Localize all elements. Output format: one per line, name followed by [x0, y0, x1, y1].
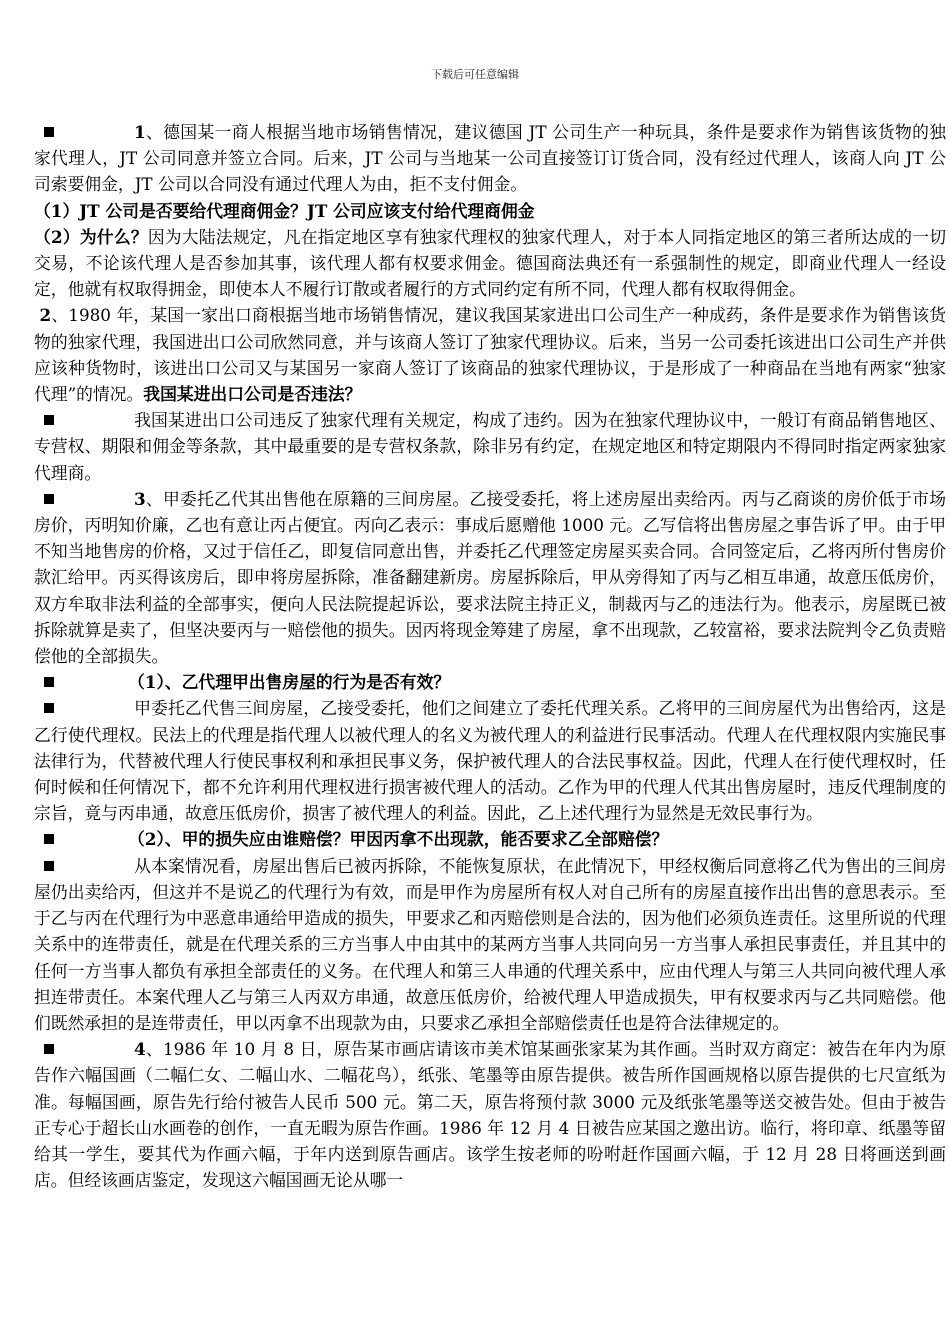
case-2-text: 、1980 年，某国一家出口商根据当地市场销售情况，建议我国某家进出口公司生产一种成药，条件是要求作为销售该货物的独家代理，我国进出口公司欣然同意，并与该商人签订了独家代理协议。后来，当另一公司委托该进出口公司生产并供应该种货物时，该进出口公司又与某国另一家商人签订了该商品的独家代理协议，于是形成了一种商品在当地有两家“独家代理”的情况。 [34, 305, 947, 405]
answer-2-text: 我国某进出口公司违反了独家代理有关规定，构成了违约。因为在独家代理协议中，一般订有商品销售地区、专营权、期限和佣金等条款，其中最重要的是专营权条款，除非另有约定，在规定地区和特定期限内不得同时指定两家独家代理商。 [34, 410, 946, 483]
page-header: 下载后可任意编辑 [431, 68, 519, 81]
case-number: 1 [134, 122, 146, 142]
bullet-icon [44, 677, 54, 687]
paragraph-case-1 [34, 119, 946, 198]
question-4 [34, 826, 946, 852]
question-3-text: （1）、乙代理甲出售房屋的行为是否有效？ [128, 672, 451, 693]
bullet-icon [44, 494, 54, 504]
bullet-icon [44, 415, 54, 425]
paragraph-case-2 [34, 302, 946, 407]
document-body [34, 119, 946, 1193]
bullet-icon [44, 127, 54, 137]
answer-1-text: 因为大陆法规定，凡在指定地区享有独家代理权的独家代理人，对于本人同指定地区的第三者所达成的一切交易，不论该代理人是否参加其事，该代理人都有权要求佣金。德国商法典还有一系强制性的规定，即商业代理人一经设定，他就有权取得拥金，即使本人不履行订散或者履行的方式同约定有所不同，代理人都有权取得佣金。 [34, 226, 946, 300]
bullet-icon [44, 1044, 54, 1054]
answer-3 [34, 695, 946, 826]
paragraph-case-3 [34, 486, 946, 669]
question-1: （1）JT 公司是否要给代理商佣金？JT 公司应该支付给代理商佣金 [34, 200, 535, 221]
bullet-icon [44, 703, 54, 713]
case-number: 3 [134, 488, 146, 509]
case-number: 4 [134, 1039, 146, 1060]
bullet-icon [44, 861, 54, 871]
question-2: （2）为什么？ [34, 226, 148, 247]
answer-2 [34, 407, 946, 486]
case-4-text: 、1986 年 10 月 8 日，原告某市画店请该市美术馆某画张家某为其作画。当时双方商定：被告在年内为原告作六幅国画（二幅仁女、二幅山水、二幅花鸟），纸张、笔墨等由原告提供。被告所作国画规格以原告提供的七尺宣纸为准。每幅国画，原告先行给付被告人民币 500 元。第二天，原告将预付款 3000 元及纸张笔墨等送交被告处。但由于被告正专心于超长山水画卷的创作，一直无暇为原告作画。1986 年 12 月 4 日被告应某国之邀出访。临行，将印章、纸墨等留给其一学生，要其代为作画六幅，于年内送到原告画店。该学生按老师的吩咐赶作国画六幅，于 12 月 28 日将画送到画店。但经该画店鉴定，发现这六幅国画无论从哪一 [34, 1039, 946, 1191]
answer-4 [34, 853, 946, 1036]
question-3 [34, 669, 946, 695]
case-number: 2 [39, 305, 52, 326]
bullet-icon [44, 834, 54, 844]
case-3-text: 、甲委托乙代其出售他在原籍的三间房屋。乙接受委托，将上述房屋出卖给丙。丙与乙商谈的房价低于市场房价，丙明知价廉，乙也有意让丙占便宜。丙向乙表示：事成后愿赠他 1000 元。乙写信将出售房屋之事告诉了甲。由于甲不知当地售房的价格，又过于信任乙，即复信同意出售，并委托乙代理签定房屋买卖合同。合同签定后，乙将丙所付售房价款汇给甲。丙买得该房后，即申将房屋拆除，准备翻建新房。房屋拆除后，甲从旁得知了丙与乙相互串通，故意压低房价，双方牟取非法利益的全部事实，便向人民法院提起诉讼，要求法院主持正义，制裁丙与乙的违法行为。他表示，房屋既已被拆除就算是卖了，但坚决要丙与一赔偿他的损失。因丙将现金筹建了房屋，拿不出现款，乙较富裕，要求法院判令乙负责赔偿他的全部损失。 [34, 488, 946, 667]
answer-3-text: 甲委托乙代售三间房屋，乙接受委托，他们之间建立了委托代理关系。乙将甲的三间房屋代为出售给丙，这是乙行使代理权。民法上的代理是指代理人以被代理人的名义为被代理人的利益进行民事活动。代理人在代理权限内实施民事法律行为，代替被代理人行使民事权利和承担民事义务，保护被代理人的合法民事权益。因此，代理人在行使代理权时，任何时候和任何情况下，都不允许利用代理权进行损害被代理人的活动。乙作为甲的代理人代其出售房屋时，违反代理制度的宗旨，竟与丙串通，故意压低房价，损害了被代理人的利益。因此，乙上述代理行为显然是无效民事行为。 [34, 698, 946, 824]
answer-1 [34, 224, 946, 303]
answer-4-text: 从本案情况看，房屋出售后已被丙拆除，不能恢复原状，在此情况下，甲经权衡后同意将乙代为售出的三间房屋仍出卖给丙，但这并不是说乙的代理行为有效，而是甲作为房屋所有权人对自己所有的房屋直接作出出售的意思表示。至于乙与丙在代理行为中恶意串通给甲造成的损失，甲要求乙和丙赔偿则是合法的，因为他们必须负连责任。这里所说的代理关系中的连带责任，就是在代理关系的三方当事人中由其中的某两方当事人共同向另一方当事人承担民事责任，并且其中的任何一方当事人都负有承担全部责任的义务。在代理人和第三人串通的代理关系中，应由代理人与第三人共同向被代理人承担连带责任。本案代理人乙与第三人丙双方串通，故意压低房价，给被代理人甲造成损失，甲有权要求丙与乙共同赔偿。他们既然承担的是连带责任，甲以丙拿不出现款为由，只要求乙承担全部赔偿责任也是符合法律规定的。 [34, 855, 946, 1033]
question-4-text: （2）、甲的损失应由谁赔偿？甲因丙拿不出现款，能否要求乙全部赔偿？ [128, 829, 669, 850]
paragraph-case-4 [34, 1036, 946, 1193]
case-1-text: 、德国某一商人根据当地市场销售情况，建议德国 JT 公司生产一种玩具，条件是要求作为销售该货物的独家代理人，JT 公司同意并签立合同。后来，JT 公司与当地某一公司直接签订订货合同，没有经过代理人，该商人向 JT 公司索要佣金，JT 公司以合同没有通过代理人为由，拒不支付佣金。 [34, 122, 946, 195]
case-2-question: 我国某进出口公司是否违法？ [143, 384, 362, 405]
